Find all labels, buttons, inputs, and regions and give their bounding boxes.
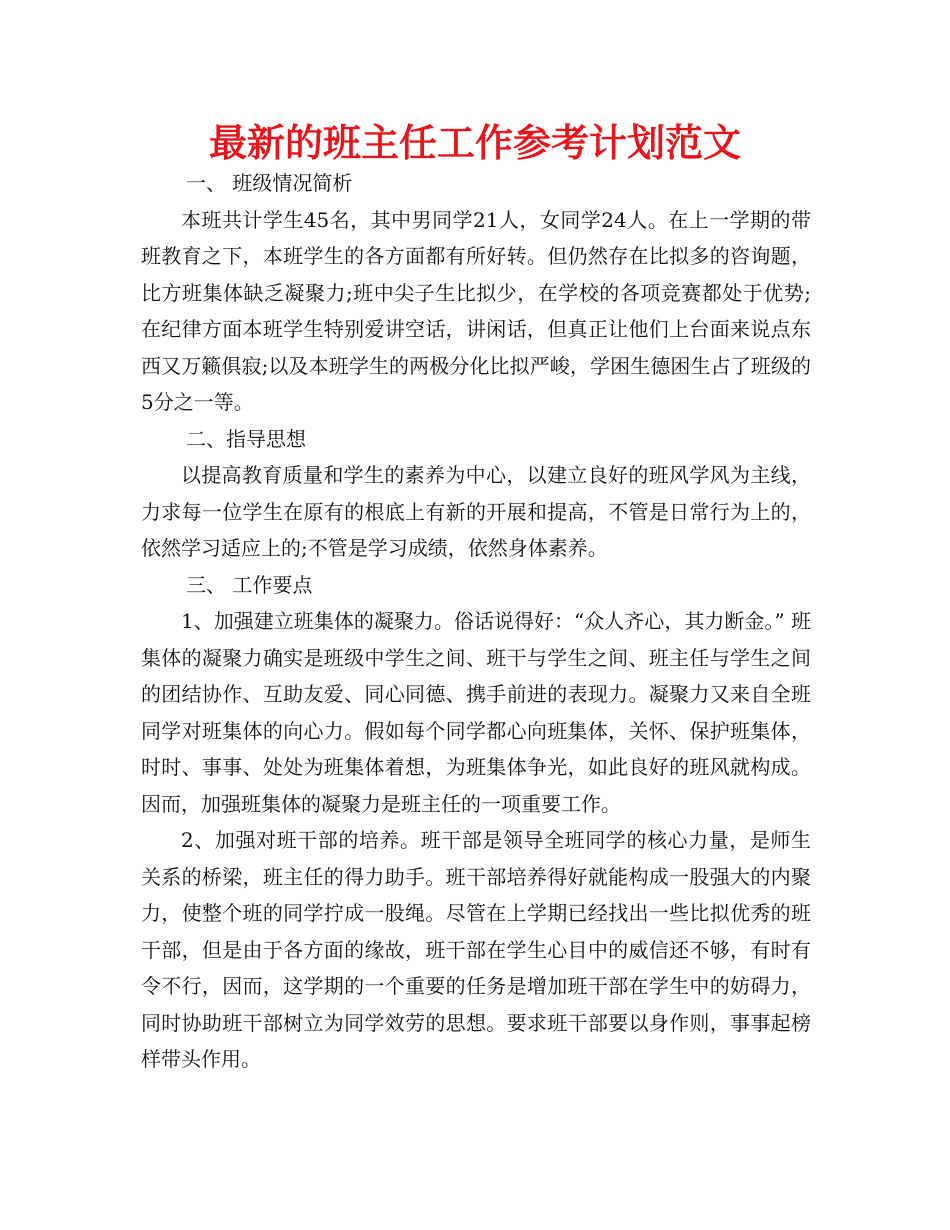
paragraph-guiding-thought: 以提高教育质量和学生的素养为中心，以建立良好的班风学风为主线，力求每一位学生在原有的根底上有新的开展和提高，不管是日常行为上的，依然学习适应上的;不管是学习成绩，依然身体素养。 xyxy=(141,463,811,560)
paragraph-work-point-1: 1、加强建立班集体的凝聚力。俗话说得好：“众人齐心，其力断金。” 班集体的凝聚力确实是班级中学生之间、班干与学生之间、班主任与学生之间的团结协作、互助友爱、同心同德、携手前进的表现力。凝聚力又来自全班同学对班集体的向心力。假如每个同学都心向班集体，关怀、保护班集体，时时、事事、处处为班集体着想，为班集体争光，如此良好的班风就构成。因而，加强班集体的凝聚力是班主任的一项重要工作。 xyxy=(141,609,811,816)
paragraph-work-point-2: 2、加强对班干部的培养。班干部是领导全班同学的核心力量，是师生关系的桥梁，班主任的得力助手。班干部培养得好就能构成一股强大的内聚力，使整个班的同学拧成一股绳。尽管在上学期已经找出一些比拟优秀的班干部，但是由于各方面的缘故，班干部在学生心目中的威信还不够，有时有令不行，因而，这学期的一个重要的任务是增加班干部在学生中的妨碍力，同时协助班干部树立为同学效劳的思想。要求班干部要以身作则，事事起榜样带头作用。 xyxy=(141,828,811,1071)
document-title: 最新的班主任工作参考计划范文 xyxy=(208,121,741,165)
section-heading-work-points: 三、 工作要点 xyxy=(186,572,313,597)
section-heading-guiding-thought: 二、指导思想 xyxy=(186,426,306,451)
paragraph-situation: 本班共计学生45名，其中男同学21人，女同学24人。在上一学期的带班教育之下，本班学生的各方面都有所好转。但仍然存在比拟多的咨询题，比方班集体缺乏凝聚力;班中尖子生比拟少，在学校的各项竞赛都处于优势;在纪律方面本班学生特别爱讲空话，讲闲话，但真正让他们上台面来说点东西又万籁俱寂;以及本班学生的两极分化比拟严峻，学困生德困生占了班级的5分之一等。 xyxy=(141,207,811,414)
document-body xyxy=(141,165,811,1078)
section-heading-situation: 一、 班级情况简析 xyxy=(186,171,353,195)
